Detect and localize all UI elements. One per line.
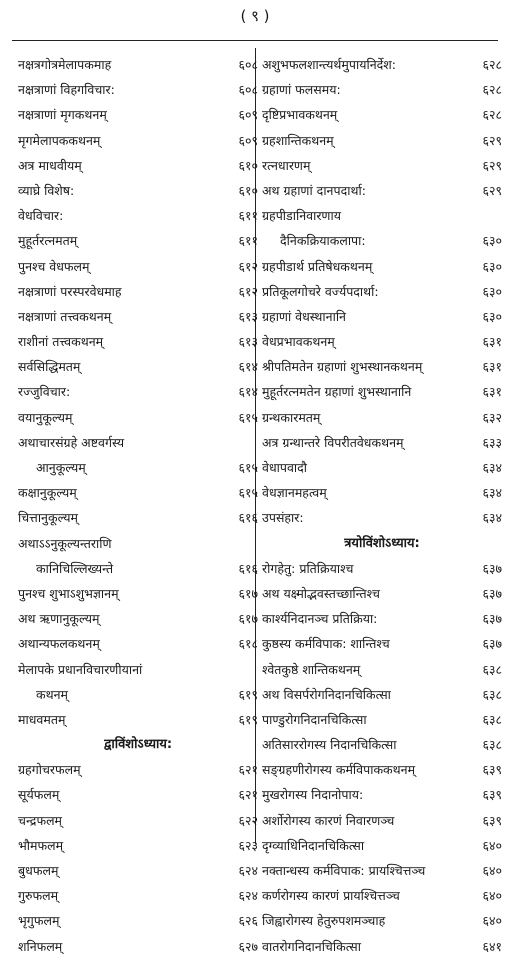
index-entry xyxy=(262,128,502,153)
entry-title: अथ ग्रहाणां दानपदार्था: xyxy=(262,182,366,198)
entry-page-number: ६३८ xyxy=(482,711,502,727)
entry-page-number: ६१६ xyxy=(238,560,258,576)
entry-title: चन्द्रफलम् xyxy=(18,812,63,828)
entry-page-number: ६३८ xyxy=(482,661,502,677)
entry-title: रत्नधारणम् xyxy=(262,157,311,173)
index-entry xyxy=(18,128,258,153)
index-entry xyxy=(18,228,258,253)
index-entry xyxy=(262,808,502,833)
entry-title: माधवमतम् xyxy=(18,711,66,727)
index-entry xyxy=(18,531,258,556)
index-entry xyxy=(18,77,258,102)
entry-page-number: ६१९ xyxy=(238,711,258,727)
chapter-heading xyxy=(18,732,258,757)
entry-title: नक्षत्राणां मृगकथनम् xyxy=(18,107,107,123)
entry-title: ग्रहगोचरफलम् xyxy=(18,762,81,778)
entry-page-number: ६११ xyxy=(238,233,258,249)
entry-page-number: ६२४ xyxy=(238,863,258,878)
entry-page-number: ६०८ xyxy=(238,57,258,72)
index-entry xyxy=(262,833,502,858)
index-entry xyxy=(18,203,258,228)
index-entry xyxy=(18,480,258,505)
entry-page-number: ६१९ xyxy=(238,686,258,702)
index-entry xyxy=(262,556,502,581)
entry-page-number: ६१२ xyxy=(238,283,258,299)
index-entry xyxy=(18,102,258,127)
entry-page-number: ६१७ xyxy=(238,585,258,601)
entry-page-number: ६४० xyxy=(482,863,502,878)
index-entry xyxy=(262,757,502,782)
entry-page-number: ६३९ xyxy=(482,787,502,803)
entry-page-number: ६३० xyxy=(482,233,502,249)
entry-title: कानिचिल्लिख्यन्ते xyxy=(36,560,114,576)
index-entry xyxy=(262,505,502,530)
entry-title: श्रीपतिमतेन ग्रहाणां शुभस्थानकथनम् xyxy=(262,359,423,375)
entry-title: अथ ऋणानुकूल्यम् xyxy=(18,611,100,627)
entry-page-number: ६३७ xyxy=(482,560,502,576)
entry-page-number: ६१४ xyxy=(238,384,258,400)
entry-title: कथनम् xyxy=(36,686,69,702)
entry-page-number: ६३१ xyxy=(482,384,502,400)
index-entry xyxy=(262,254,502,279)
index-entry xyxy=(262,304,502,329)
index-entry xyxy=(262,631,502,656)
entry-page-number: ६२९ xyxy=(482,182,502,198)
entry-title: कर्णरोगस्य कारणं प्रायश्चित्तञ्च xyxy=(262,888,400,904)
entry-title: बुधफलम् xyxy=(18,863,59,878)
entry-title: रोगहेतु: प्रतिक्रियाश्च xyxy=(262,560,354,576)
entry-page-number: ६२९ xyxy=(482,157,502,173)
entry-page-number: ६१७ xyxy=(238,611,258,627)
entry-title: मेलापके प्रधानविचारणीयानां xyxy=(18,661,143,677)
index-entry xyxy=(18,782,258,807)
entry-page-number: ६२२ xyxy=(238,812,258,828)
entry-page-number: ६३२ xyxy=(482,409,502,425)
entry-page-number: ६२१ xyxy=(238,787,258,803)
entry-title: द्वाविंशोऽध्याय: xyxy=(103,737,173,753)
entry-page-number: ६३४ xyxy=(482,510,502,526)
entry-title: मुखरोगस्य निदानोपाय: xyxy=(262,787,364,803)
right-index-column xyxy=(262,52,502,959)
entry-title: अशुभफलशान्त्यर्थमुपायनिर्देश: xyxy=(262,57,396,72)
index-entry xyxy=(262,581,502,606)
entry-title: राशीनां तत्त्वकथनम् xyxy=(18,334,104,350)
index-entry xyxy=(262,782,502,807)
index-entry xyxy=(262,883,502,908)
entry-page-number: ६४१ xyxy=(482,938,502,954)
entry-page-number: ६१८ xyxy=(238,636,258,652)
index-entry xyxy=(262,153,502,178)
entry-title: उपसंहार: xyxy=(262,510,304,526)
entry-title: सूर्यफलम् xyxy=(18,787,60,803)
entry-title: वेधज्ञानमहत्वम् xyxy=(262,485,327,501)
entry-page-number: ६१० xyxy=(238,157,258,173)
index-entry xyxy=(18,908,258,933)
index-entry xyxy=(18,254,258,279)
index-entry xyxy=(18,657,258,682)
entry-page-number: ६३४ xyxy=(482,485,502,501)
entry-page-number: ६३३ xyxy=(482,434,502,450)
index-entry xyxy=(262,682,502,707)
index-entry xyxy=(262,657,502,682)
entry-title: अथाऽऽनुकूल्यन्तराणि xyxy=(18,535,112,551)
entry-page-number: ६१५ xyxy=(238,409,258,425)
index-entry xyxy=(18,556,258,581)
entry-page-number: ६२८ xyxy=(482,107,502,123)
entry-title: ग्रहपीडानिवारणाय xyxy=(262,208,341,224)
entry-title: नक्षत्राणां परस्परवेधमाह xyxy=(18,283,122,299)
entry-page-number: ६१३ xyxy=(238,308,258,324)
index-entry xyxy=(262,379,502,404)
entry-title: शनिफलम् xyxy=(18,938,63,954)
entry-title: दृग्व्याधिनिदानचिकित्सा xyxy=(262,837,365,853)
entry-title: दैनिकक्रियाकलापा: xyxy=(280,233,366,249)
index-entry xyxy=(262,707,502,732)
index-entry xyxy=(262,908,502,933)
entry-title: दृष्टिप्रभावकथनम् xyxy=(262,107,338,123)
index-entry xyxy=(262,455,502,480)
entry-title: ग्रहपीडार्थ प्रतिषेधकथनम् xyxy=(262,258,373,274)
entry-title: अर्शोरोगस्य कारणं निवारणञ्च xyxy=(262,812,395,828)
entry-title: जिह्वारोगस्य हेतुरुपशमञ्चाह xyxy=(262,913,386,929)
index-entry xyxy=(262,606,502,631)
entry-title: नक्षत्राणां विहगविचार: xyxy=(18,82,115,98)
index-entry xyxy=(18,405,258,430)
entry-title: कुष्ठस्य कर्मविपाक: शान्तिश्च xyxy=(262,636,390,652)
index-entry xyxy=(262,329,502,354)
entry-title: सर्वसिद्धिमतम् xyxy=(18,359,81,375)
index-entry xyxy=(262,102,502,127)
left-index-column xyxy=(18,52,258,959)
index-entry xyxy=(18,833,258,858)
index-entry xyxy=(262,203,502,228)
entry-title: अथान्यफलकथनम् xyxy=(18,636,100,652)
entry-page-number: ६०८ xyxy=(238,82,258,98)
entry-title: नक्षत्राणां तत्त्वकथनम् xyxy=(18,308,112,324)
entry-title: गुरुफलम् xyxy=(18,888,59,904)
index-entry xyxy=(18,430,258,455)
index-entry xyxy=(18,304,258,329)
entry-page-number: ६३० xyxy=(482,308,502,324)
entry-page-number: ६१५ xyxy=(238,460,258,475)
entry-page-number: ६२३ xyxy=(238,837,258,853)
entry-page-number: ६१४ xyxy=(238,359,258,375)
entry-page-number: ६३० xyxy=(482,258,502,274)
index-entry xyxy=(262,77,502,102)
index-entry xyxy=(18,682,258,707)
index-entry xyxy=(262,934,502,959)
entry-title: मृगमेलापककथनम् xyxy=(18,132,101,148)
entry-title: चित्तानुकूल्यम् xyxy=(18,510,79,526)
index-entry xyxy=(18,379,258,404)
entry-title: वेधापवादौ xyxy=(262,460,308,475)
entry-page-number: ६२७ xyxy=(238,938,258,954)
entry-title: प्रतिकूलगोचरे वर्ज्यपदार्था: xyxy=(262,283,379,299)
entry-title: मुहूर्तरत्नमतेन ग्रहाणां शुभस्थानानि xyxy=(262,384,412,400)
entry-title: वेधप्रभावकथनम् xyxy=(262,334,335,350)
entry-page-number: ६३१ xyxy=(482,334,502,350)
entry-title: अत्र ग्रन्थान्तरे विपरीतवेधकथनम् xyxy=(262,434,404,450)
index-entry xyxy=(18,153,258,178)
index-entry xyxy=(18,934,258,959)
entry-page-number: ६४० xyxy=(482,888,502,904)
entry-title: ग्रहाणां फलसमय: xyxy=(262,82,341,98)
entry-page-number: ६३७ xyxy=(482,585,502,601)
entry-title: श्वेतकुष्ठे शान्तिकथनम् xyxy=(262,661,361,677)
top-rule xyxy=(12,40,498,41)
entry-title: आनुकूल्यम् xyxy=(36,460,86,475)
entry-page-number: ६२६ xyxy=(238,913,258,929)
entry-title: अथ विसर्परोगनिदानचिकित्सा xyxy=(262,686,391,702)
entry-title: व्याघ्रे विशेष: xyxy=(18,182,75,198)
entry-page-number: ६४० xyxy=(482,913,502,929)
entry-title: ग्रन्थकारमतम् xyxy=(262,409,321,425)
entry-page-number: ६१३ xyxy=(238,334,258,350)
index-entry xyxy=(18,757,258,782)
entry-page-number: ६३४ xyxy=(482,460,502,475)
entry-page-number: ६३० xyxy=(482,283,502,299)
entry-title: अतिसाररोगस्य निदानचिकित्सा xyxy=(262,737,397,753)
entry-page-number: ६१२ xyxy=(238,258,258,274)
entry-title: ग्रहाणां वेधस्थानानि xyxy=(262,308,346,324)
index-entry xyxy=(262,405,502,430)
index-entry xyxy=(18,707,258,732)
entry-title: नक्षत्रगोत्रमेलापकमाह xyxy=(18,57,112,72)
index-entry xyxy=(18,631,258,656)
entry-page-number: ६४० xyxy=(482,837,502,853)
entry-page-number: ६३७ xyxy=(482,636,502,652)
entry-title: सङ्ग्रहणीरोगस्य कर्मविपाककथनम् xyxy=(262,762,416,778)
entry-page-number: ६०९ xyxy=(238,107,258,123)
index-entry xyxy=(262,228,502,253)
entry-page-number: ६२८ xyxy=(482,57,502,72)
index-entry xyxy=(18,279,258,304)
entry-title: नक्तान्धस्य कर्मविपाक: प्रायश्चित्तञ्च xyxy=(262,863,426,878)
entry-page-number: ६३१ xyxy=(482,359,502,375)
entry-title: ग्रहशान्तिकथनम् xyxy=(262,132,334,148)
chapter-heading xyxy=(262,531,502,556)
index-entry xyxy=(262,178,502,203)
entry-page-number: ६२९ xyxy=(482,132,502,148)
entry-title: भौमफलम् xyxy=(18,837,64,853)
index-entry xyxy=(262,430,502,455)
entry-title: वेधविचार: xyxy=(18,208,64,224)
entry-page-number: ६२८ xyxy=(482,82,502,98)
entry-page-number: ६०९ xyxy=(238,132,258,148)
entry-page-number: ६१६ xyxy=(238,510,258,526)
index-entry xyxy=(262,732,502,757)
entry-title: कक्षानुकूल्यम् xyxy=(18,485,77,501)
entry-page-number: ६२४ xyxy=(238,888,258,904)
index-entry xyxy=(262,279,502,304)
entry-title: त्रयोविंशोऽध्याय: xyxy=(344,535,420,551)
entry-title: पुनश्च शुभाऽशुभज्ञानम् xyxy=(18,585,119,601)
entry-title: अथाचारसंग्रहे अष्टवर्गस्य xyxy=(18,434,125,450)
entry-title: पाण्डुरोगनिदानचिकित्सा xyxy=(262,711,367,727)
index-entry xyxy=(262,354,502,379)
entry-title: वयानुकूल्यम् xyxy=(18,409,73,425)
entry-page-number: ६३८ xyxy=(482,686,502,702)
entry-title: अत्र माधवीयम् xyxy=(18,157,82,173)
entry-page-number: ६३७ xyxy=(482,611,502,627)
entry-page-number: ६१५ xyxy=(238,485,258,501)
entry-page-number: ६१० xyxy=(238,182,258,198)
index-entry xyxy=(18,354,258,379)
entry-title: भृगुफलम् xyxy=(18,913,60,929)
index-entry xyxy=(18,883,258,908)
entry-title: रज्जुविचार: xyxy=(18,384,71,400)
index-entry xyxy=(262,52,502,77)
entry-title: पुनश्च वेधफलम् xyxy=(18,258,90,274)
index-entry xyxy=(18,52,258,77)
index-entry xyxy=(262,480,502,505)
index-entry xyxy=(18,178,258,203)
index-entry xyxy=(18,606,258,631)
entry-title: कार्श्यनिदानञ्च प्रतिक्रिया: xyxy=(262,611,378,627)
index-entry xyxy=(18,505,258,530)
entry-title: अथ यक्ष्मोद्भवस्तच्छान्तिश्च xyxy=(262,585,380,601)
index-entry xyxy=(18,581,258,606)
entry-page-number: ६३९ xyxy=(482,812,502,828)
entry-page-number: ६२१ xyxy=(238,762,258,778)
index-entry xyxy=(18,808,258,833)
entry-title: मुहूर्तरत्नमतम् xyxy=(18,233,78,249)
page-number: ( ९ ) xyxy=(240,7,270,25)
index-entry xyxy=(18,329,258,354)
entry-page-number: ६३८ xyxy=(482,737,502,753)
entry-title: वातरोगनिदानचिकित्सा xyxy=(262,938,361,954)
index-entry xyxy=(18,455,258,480)
entry-page-number: ६३९ xyxy=(482,762,502,778)
entry-page-number: ६११ xyxy=(238,208,258,224)
